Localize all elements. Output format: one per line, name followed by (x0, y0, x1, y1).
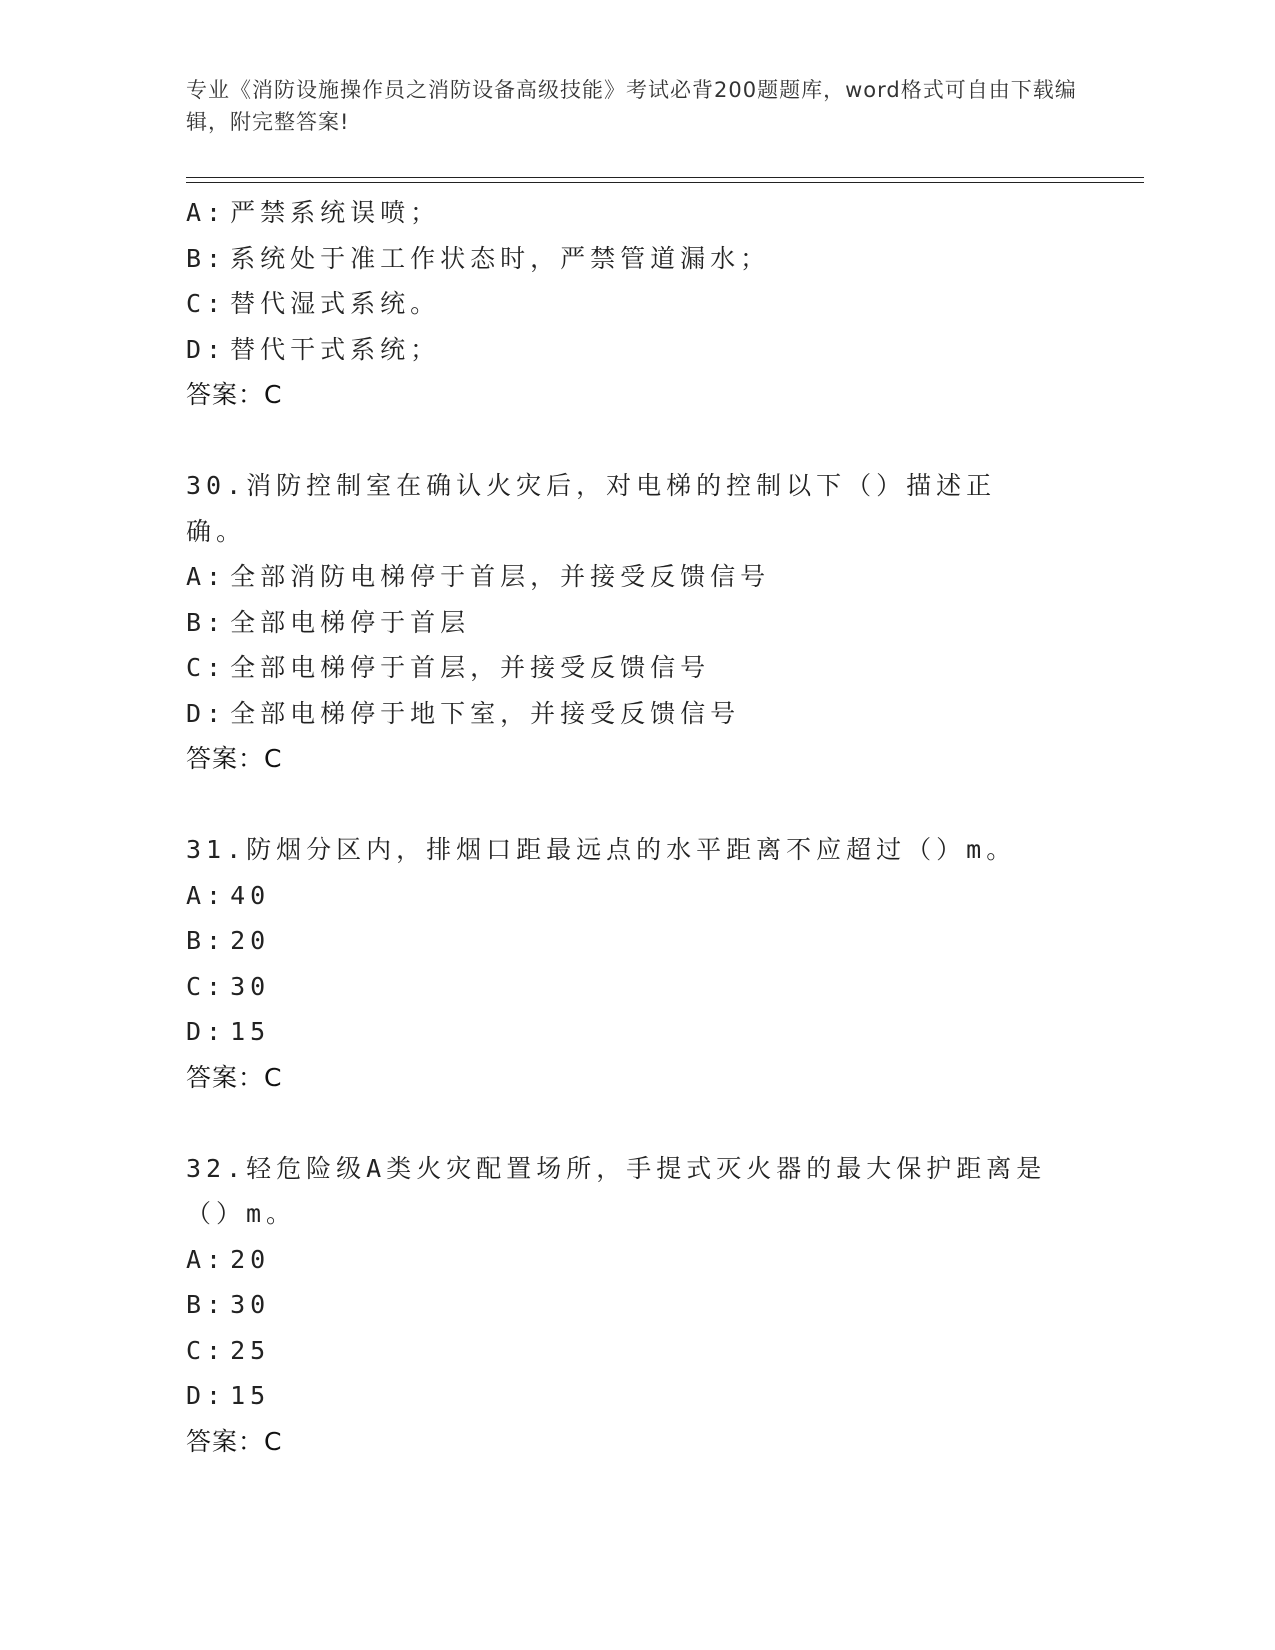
option-text: 全部电梯停于首层 (230, 607, 471, 637)
option-a (186, 554, 1086, 600)
answer: 答案：C (186, 1426, 283, 1456)
spacer (186, 1100, 1086, 1146)
option-label: A: (186, 198, 227, 227)
option-d (186, 1373, 1086, 1419)
option-b (186, 1282, 1086, 1328)
option-text: 30 (230, 971, 271, 1001)
option-text: 替代湿式系统。 (230, 289, 441, 318)
option-label: D: (186, 334, 227, 364)
option-c (186, 281, 1086, 327)
document-header: 专业《消防设施操作员之消防设备高级技能》考试必背200题题库，word格式可自由下载编辑，附完整答案! (186, 78, 1077, 134)
option-d (186, 691, 1086, 737)
option-text: 严禁系统误喷； (230, 198, 441, 227)
option-text: 系统处于准工作状态时，严禁管道漏水； (230, 243, 771, 273)
option-d (186, 327, 1086, 373)
option-label: D: (186, 1381, 227, 1410)
answer: 答案：C (186, 1062, 283, 1092)
option-label: C: (186, 971, 227, 1001)
question-text: 32.轻危险级A类火灾配置场所，手提式灭火器的最大保护距离是（）m。 (186, 1153, 1047, 1228)
question-continued (186, 190, 1086, 418)
option-label: B: (186, 243, 227, 273)
answer: 答案：C (186, 744, 283, 773)
option-d (186, 1009, 1086, 1055)
spacer (186, 418, 1086, 464)
option-c (186, 645, 1086, 691)
option-text: 20 (230, 1244, 271, 1274)
option-label: A: (186, 562, 227, 591)
option-a (186, 873, 1086, 919)
option-b (186, 600, 1086, 646)
option-text: 全部电梯停于地下室，并接受反馈信号 (230, 698, 741, 728)
option-text: 15 (230, 1017, 271, 1046)
option-b (186, 236, 1086, 282)
option-label: C: (186, 653, 227, 682)
option-text: 30 (230, 1290, 271, 1319)
question-31 (186, 827, 1086, 1100)
question-32 (186, 1146, 1086, 1465)
option-label: B: (186, 1290, 227, 1319)
header-rule-bottom (186, 182, 1144, 183)
option-label: B: (186, 607, 227, 637)
option-text: 20 (230, 926, 271, 955)
document-body (186, 190, 1086, 1464)
question-text: 30.消防控制室在确认火灾后，对电梯的控制以下（）描述正确。 (186, 471, 997, 546)
answer: 答案：C (186, 380, 283, 409)
option-label: A: (186, 880, 227, 910)
option-c (186, 964, 1086, 1010)
option-c (186, 1328, 1086, 1374)
option-text: 替代干式系统； (230, 334, 441, 364)
option-text: 全部消防电梯停于首层，并接受反馈信号 (230, 562, 771, 591)
option-b (186, 918, 1086, 964)
question-text: 31.防烟分区内，排烟口距最远点的水平距离不应超过（）m。 (186, 835, 1017, 864)
option-label: D: (186, 1017, 227, 1046)
option-a (186, 190, 1086, 236)
spacer (186, 782, 1086, 828)
option-text: 15 (230, 1381, 271, 1410)
option-label: C: (186, 1335, 227, 1365)
header-rule-top (186, 177, 1144, 178)
option-a (186, 1237, 1086, 1283)
option-label: D: (186, 698, 227, 728)
option-label: C: (186, 289, 227, 318)
option-text: 40 (230, 880, 271, 910)
option-label: A: (186, 1244, 227, 1274)
question-30 (186, 463, 1086, 782)
option-text: 全部电梯停于首层，并接受反馈信号 (230, 653, 711, 682)
option-text: 25 (230, 1335, 271, 1365)
option-label: B: (186, 926, 227, 955)
